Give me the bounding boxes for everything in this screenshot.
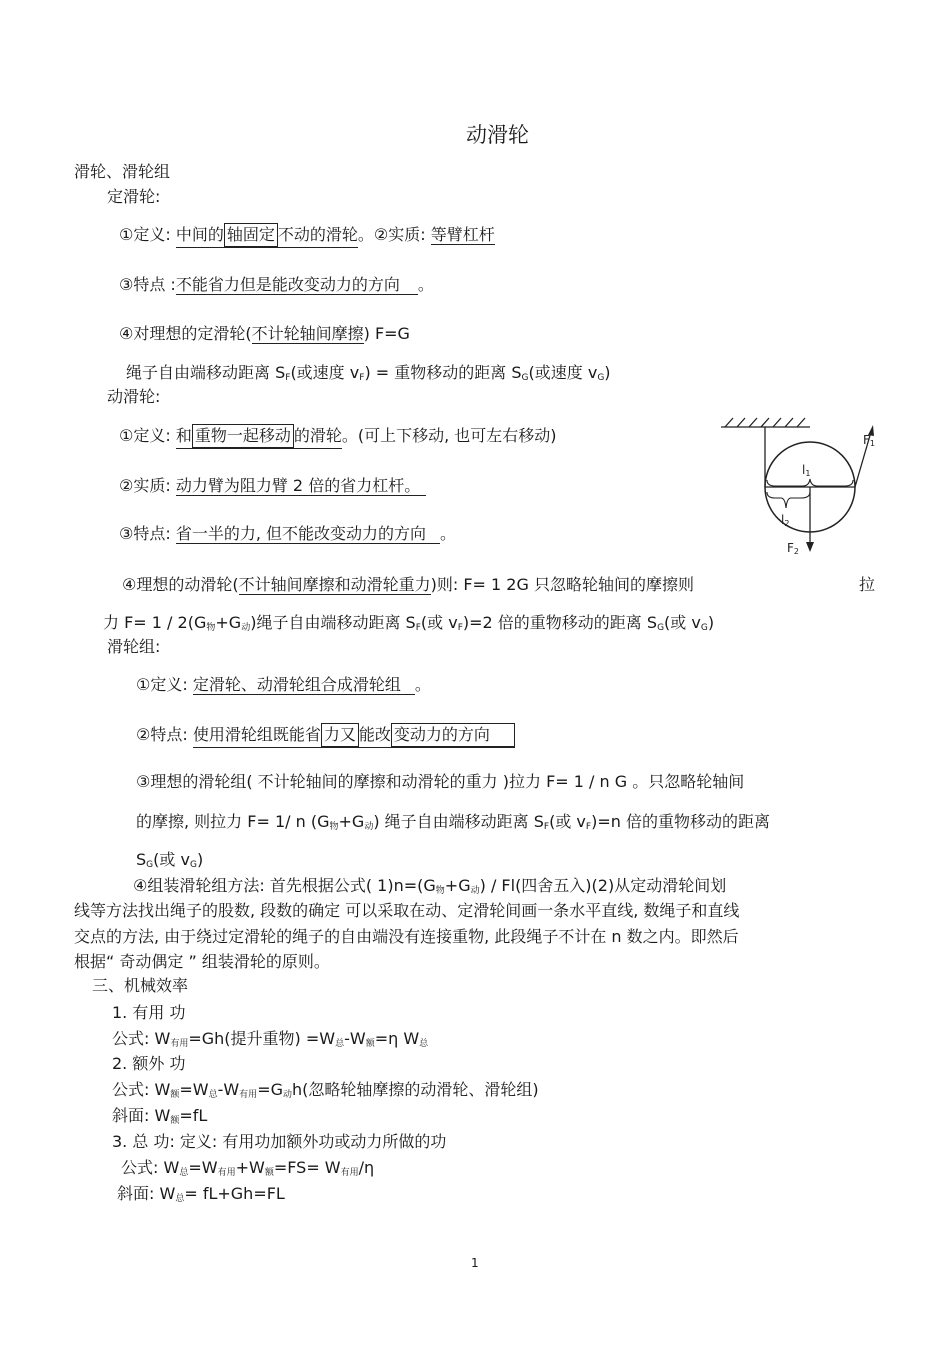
fixed-ideal-line: ④对理想的定滑轮(不计轮轴间摩擦) F=G: [119, 324, 410, 343]
movable-essence-line: ②实质: 动力臂为阻力臂 2 倍的省力杠杆。: [119, 476, 426, 496]
block-distance-line: SG(或 vG): [136, 850, 204, 870]
fixed-definition-line: ①定义: 中间的 轴固定 不动的滑轮。②实质: 等臂杠杆: [119, 223, 495, 248]
block-feature-line: ②特点: 使用滑轮组既能省 力又 能改 变动力的方向: [136, 723, 515, 748]
l1-label: l1: [802, 463, 811, 478]
page-number: 1: [471, 1256, 479, 1270]
movable-pulley-heading: 动滑轮:: [107, 387, 161, 406]
block-definition-line: ①定义: 定滑轮、动滑轮组合成滑轮组 。: [136, 675, 431, 694]
paragraph-line: 交点的方法, 由于绕过定滑轮的绳子的自由端没有连接重物, 此段绳子不计在 n 数之内。即然后: [74, 927, 739, 946]
boxed-text: 力又: [321, 723, 359, 747]
pulley-block-heading: 滑轮组:: [107, 637, 161, 656]
answer-blank: 不计轮轴间摩擦: [251, 324, 364, 343]
l2-label: l2: [781, 513, 790, 528]
answer-blank: 中间的 轴固定 不动的滑轮: [176, 223, 358, 248]
answer-blank: 使用滑轮组既能省 力又 能改 变动力的方向: [193, 723, 515, 748]
boxed-text: 轴固定: [224, 223, 278, 247]
fixed-pulley-heading: 定滑轮:: [107, 187, 161, 206]
paragraph-line: 线等方法找出绳子的股数, 段数的确定 可以采取在动、定滑轮间画一条水平直线, 数绳子和直线: [74, 901, 740, 920]
useful-work-heading: 1. 有用 功: [112, 1003, 186, 1022]
section-heading: 滑轮、滑轮组: [74, 162, 171, 181]
movable-ideal-line: ④理想的动滑轮(不计轴间摩擦和动滑轮重力)则: F= 1 2G 只忽略轮轴间的摩擦则: [122, 575, 694, 594]
extra-work-incline: 斜面: W额=fL: [112, 1106, 208, 1126]
total-work-formula: 公式: W总=W有用+W额=FS= W有用/η: [121, 1158, 375, 1178]
fixed-distance-line: 绳子自由端移动距离 SF(或速度 vF) = 重物移动的距离 SG(或速度 vG): [126, 363, 611, 383]
block-assembly-line: ④组装滑轮组方法: 首先根据公式( 1)n=(G物+G动) / Fl(四舍五入)(2)从定动滑轮间划: [133, 876, 727, 896]
answer-blank: 不能省力但是能改变动力的方向: [176, 275, 418, 295]
extra-work-formula: 公式: W额=W总-W有用=G动h(忽略轮轴摩擦的动滑轮、滑轮组): [112, 1080, 539, 1100]
movable-ideal-line-end: 拉: [859, 575, 876, 594]
answer-blank: 等臂杠杆: [430, 225, 495, 244]
useful-work-formula: 公式: W有用=Gh(提升重物) =W总-W额=η W总: [112, 1029, 429, 1049]
movable-feature-line: ③特点: 省一半的力, 但不能改变动力的方向 。: [119, 524, 457, 543]
fixed-feature-line: ③特点 :不能省力但是能改变动力的方向 。: [119, 275, 434, 294]
paragraph-line: 根据“ 奇动偶定 ” 组装滑轮的原则。: [74, 952, 330, 971]
l2-brace: [767, 492, 810, 508]
answer-blank: 不计轴间摩擦和动滑轮重力: [238, 575, 431, 594]
boxed-text: 重物一起移动: [192, 424, 294, 448]
block-force-line: 的摩擦, 则拉力 F= 1/ n (G物+G动) 绳子自由端移动距离 SF(或 vF)=n 倍的重物移动的距离: [136, 812, 770, 832]
efficiency-heading: 三、机械效率: [92, 976, 189, 995]
boxed-text: 变动力的方向: [391, 723, 515, 747]
answer-blank: 动力臂为阻力臂 2 倍的省力杠杆。: [176, 476, 426, 496]
ceiling-hatch: [721, 418, 810, 427]
f2-arrowhead: [806, 542, 814, 552]
f2-label: F2: [787, 541, 799, 556]
answer-blank: 定滑轮、动滑轮组合成滑轮组: [193, 675, 415, 695]
extra-work-heading: 2. 额外 功: [112, 1054, 186, 1073]
block-ideal-line: ③理想的滑轮组( 不计轮轴间的摩擦和动滑轮的重力 )拉力 F= 1 / n G 。只忽略轮轴间: [136, 772, 745, 791]
movable-force-line: 力 F= 1 / 2(G物+G动)绳子自由端移动距离 SF(或 vF)=2 倍的重物移动的距离 SG(或 vG): [103, 613, 715, 633]
answer-blank: 省一半的力, 但不能改变动力的方向: [176, 524, 440, 544]
answer-blank: 和 重物一起移动 的滑轮: [176, 424, 342, 449]
movable-pulley-diagram: [715, 412, 885, 562]
label: ①定义:: [119, 225, 171, 244]
total-work-heading: 3. 总 功: 定义: 有用功加额外功或动力所做的功: [112, 1132, 447, 1151]
f1-label: F1: [863, 433, 875, 448]
l1-brace: [767, 479, 853, 486]
total-work-incline: 斜面: W总= fL+Gh=FL: [117, 1184, 285, 1204]
movable-definition-line: ①定义: 和 重物一起移动 的滑轮。(可上下移动, 也可左右移动): [119, 424, 557, 449]
page-title: 动滑轮: [466, 123, 529, 147]
